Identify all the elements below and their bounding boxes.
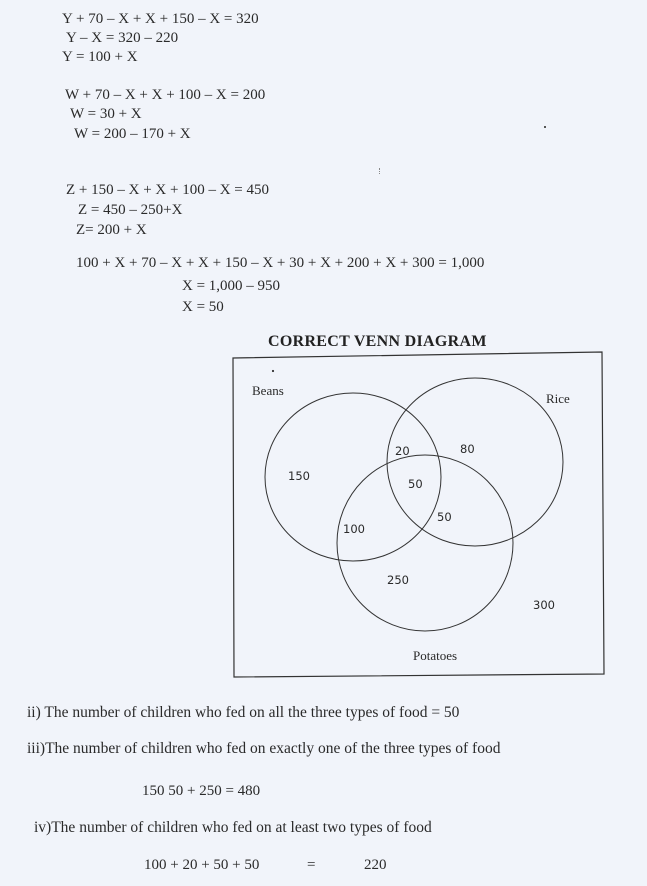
rice-circle xyxy=(387,378,563,546)
region-potatoes-only: 250 xyxy=(387,573,409,587)
answer-iv: iv)The number of children who fed on at least two types of food xyxy=(34,819,432,836)
region-rice-potatoes: 50 xyxy=(437,510,452,524)
region-beans-only: 150 xyxy=(288,469,310,483)
region-beans-rice: 20 xyxy=(395,444,410,458)
equation-y-3: Y = 100 + X xyxy=(62,49,138,65)
equation-z-2: Z = 450 – 250+X xyxy=(78,202,183,218)
equation-w-1: W + 70 – X + X + 100 – X = 200 xyxy=(65,87,266,103)
equation-w-3: W = 200 – 170 + X xyxy=(74,126,191,142)
potatoes-label: Potatoes xyxy=(413,648,458,663)
answer-ii: ii) The number of children who fed on all the three types of food = 50 xyxy=(27,704,460,721)
equation-x-1: 100 + X + 70 – X + X + 150 – X + 30 + X + 200 + X + 300 = 1,000 xyxy=(76,255,485,271)
equation-x-2: X = 1,000 – 950 xyxy=(182,278,281,294)
potatoes-circle xyxy=(337,455,513,631)
stray-mark xyxy=(379,168,381,174)
equation-w-2: W = 30 + X xyxy=(70,106,142,122)
region-outside: 300 xyxy=(533,598,555,612)
venn-diagram xyxy=(230,350,610,685)
region-beans-potatoes: 100 xyxy=(343,522,365,536)
equation-z-1: Z + 150 – X + X + 100 – X = 450 xyxy=(66,182,269,198)
stray-dot xyxy=(272,370,274,372)
region-rice-only: 80 xyxy=(460,442,475,456)
equation-y-1: Y + 70 – X + X + 150 – X = 320 xyxy=(62,11,259,27)
answer-iv-calc-equals: = xyxy=(307,857,316,873)
answer-iv-calc-left: 100 + 20 + 50 + 50 xyxy=(144,857,260,873)
answer-iii: iii)The number of children who fed on exactly one of the three types of food xyxy=(27,740,501,757)
venn-title: CORRECT VENN DIAGRAM xyxy=(268,333,487,350)
answer-iv-result: 220 xyxy=(364,857,387,873)
stray-dot xyxy=(544,126,546,128)
equation-z-3: Z= 200 + X xyxy=(76,222,147,238)
rice-label: Rice xyxy=(546,391,570,406)
equation-y-2: Y – X = 320 – 220 xyxy=(66,30,179,46)
answer-iii-calc: 150 50 + 250 = 480 xyxy=(142,783,261,799)
region-all-three: 50 xyxy=(408,477,423,491)
beans-label: Beans xyxy=(252,383,284,398)
equation-x-3: X = 50 xyxy=(182,299,224,315)
